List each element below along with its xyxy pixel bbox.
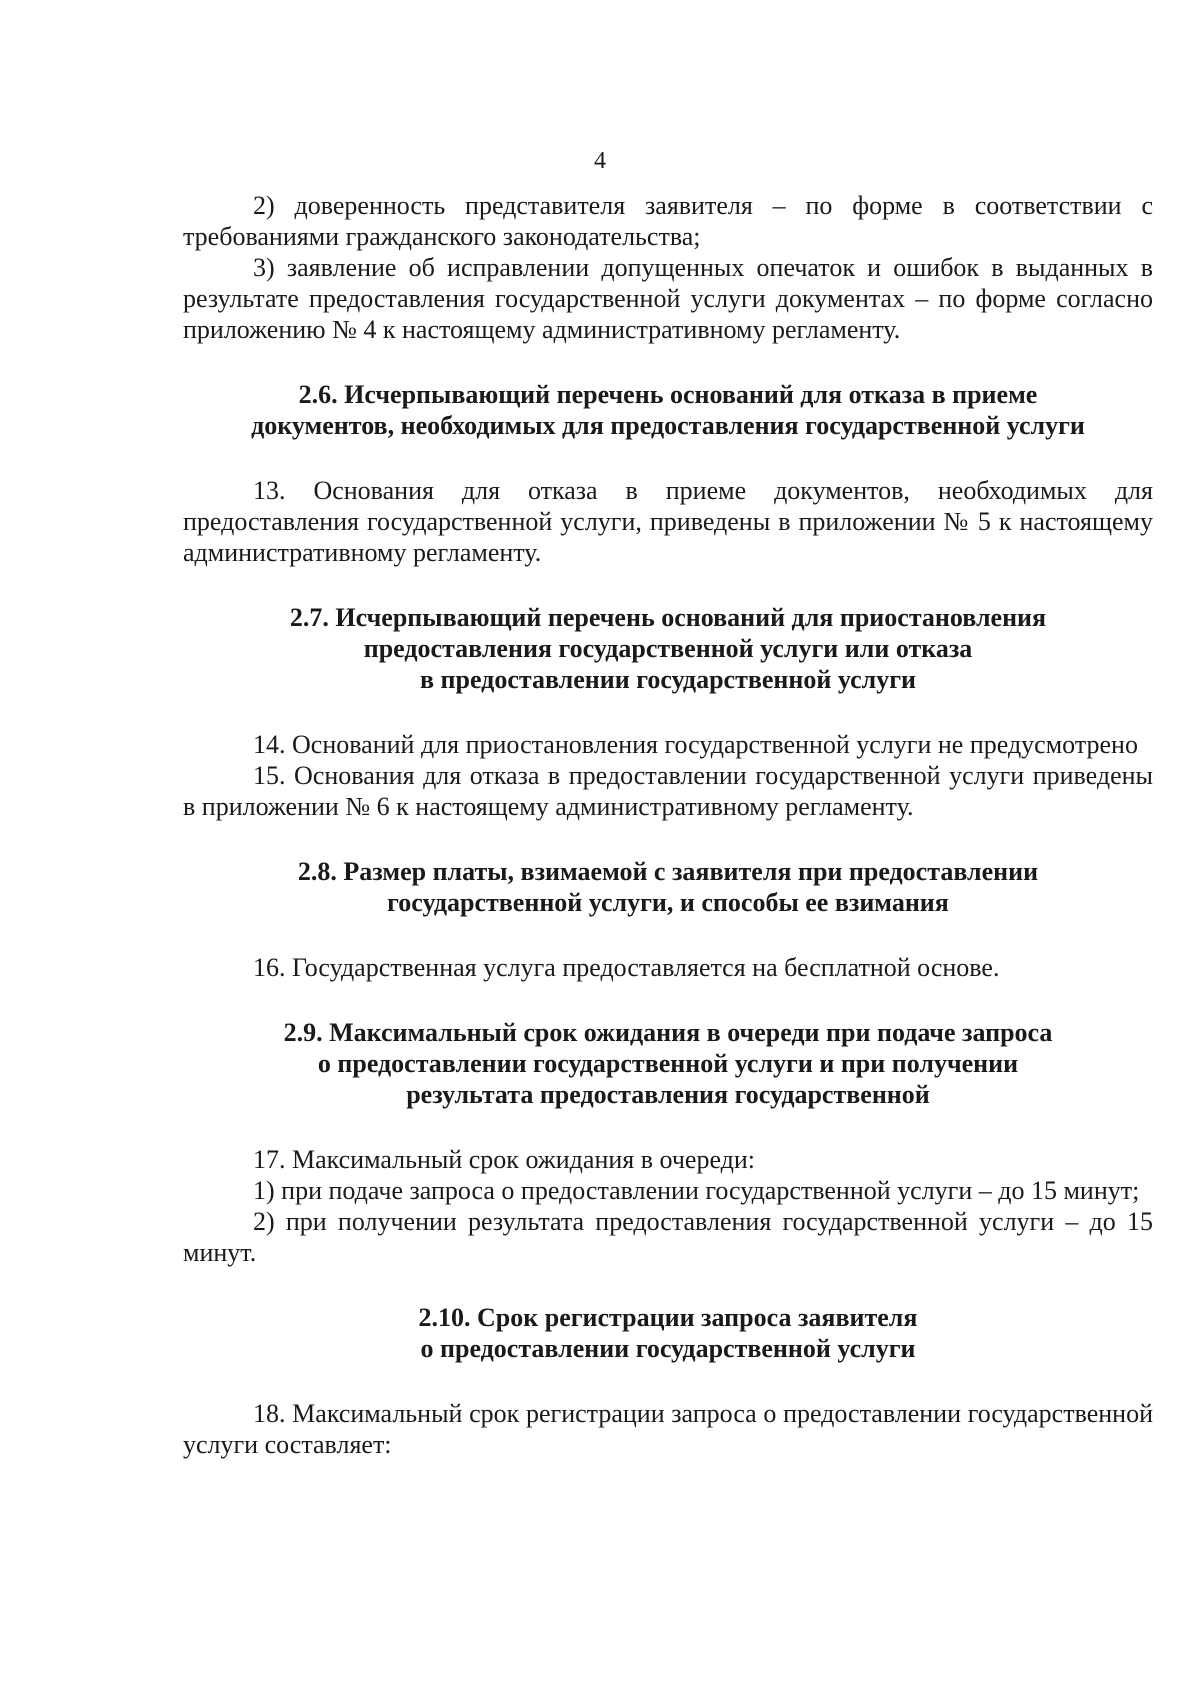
heading-line: результата предоставления государственной	[406, 1080, 930, 1109]
page-number: 4	[594, 148, 606, 174]
heading-line: 2.7. Исчерпывающий перечень оснований для приостановления	[289, 603, 1047, 632]
heading-line: в предоставлении государственной услуги	[419, 665, 916, 694]
heading-2-9	[183, 1017, 1153, 1110]
paragraph-16: 16. Государственная услуга предоставляется на бесплатной основе.	[253, 953, 1000, 982]
document-body	[183, 190, 1153, 1460]
paragraph-correction-request: 3) заявление об исправлении допущенных опечаток и ошибок в выданных в результате предоставления государственной услуги документах – по форме согласно приложению № 4 к настоящему административному регламенту.	[183, 253, 1153, 344]
paragraph-17-2: 2) при получении результата предоставления государственной услуги – до 15 минут.	[183, 1207, 1153, 1267]
paragraph-17: 17. Максимальный срок ожидания в очереди:	[253, 1145, 756, 1174]
heading-2-6	[183, 379, 1153, 441]
paragraph-18: 18. Максимальный срок регистрации запроса о предоставлении государственной услуги составляет:	[183, 1399, 1153, 1459]
paragraph-17-1: 1) при подаче запроса о предоставлении государственной услуги – до 15 минут;	[253, 1176, 1140, 1205]
heading-line: 2.8. Размер платы, взимаемой с заявителя при предоставлении	[297, 857, 1039, 886]
heading-line: государственной услуги, и способы ее взимания	[387, 888, 949, 917]
paragraph-14: 14. Оснований для приостановления государственной услуги не предусмотрено	[253, 730, 1138, 759]
heading-line: о предоставлении государственной услуги	[420, 1334, 916, 1363]
heading-line: документов, необходимых для предоставления государственной услуги	[251, 411, 1085, 440]
heading-line: предоставления государственной услуги или отказа	[363, 634, 973, 663]
paragraph-13: 13. Основания для отказа в приеме документов, необходимых для предоставления государственной услуги, приведены в приложении № 5 к настоящему административному регламенту.	[183, 476, 1153, 567]
heading-line: о предоставлении государственной услуги и при получении	[317, 1049, 1019, 1078]
heading-line: 2.9. Максимальный срок ожидания в очереди при подаче запроса	[283, 1018, 1053, 1047]
heading-2-8	[183, 856, 1153, 918]
paragraph-power-of-attorney: 2) доверенность представителя заявителя – по форме в соответствии с требованиями гражданского законодательства;	[183, 191, 1153, 251]
paragraph-15: 15. Основания для отказа в предоставлении государственной услуги приведены в приложении № 6 к настоящему административному регламенту.	[183, 761, 1153, 821]
heading-line: 2.6. Исчерпывающий перечень оснований для отказа в приеме	[298, 380, 1038, 409]
heading-2-10	[183, 1302, 1153, 1364]
heading-line: 2.10. Срок регистрации запроса заявителя	[418, 1303, 918, 1332]
heading-2-7	[183, 602, 1153, 695]
